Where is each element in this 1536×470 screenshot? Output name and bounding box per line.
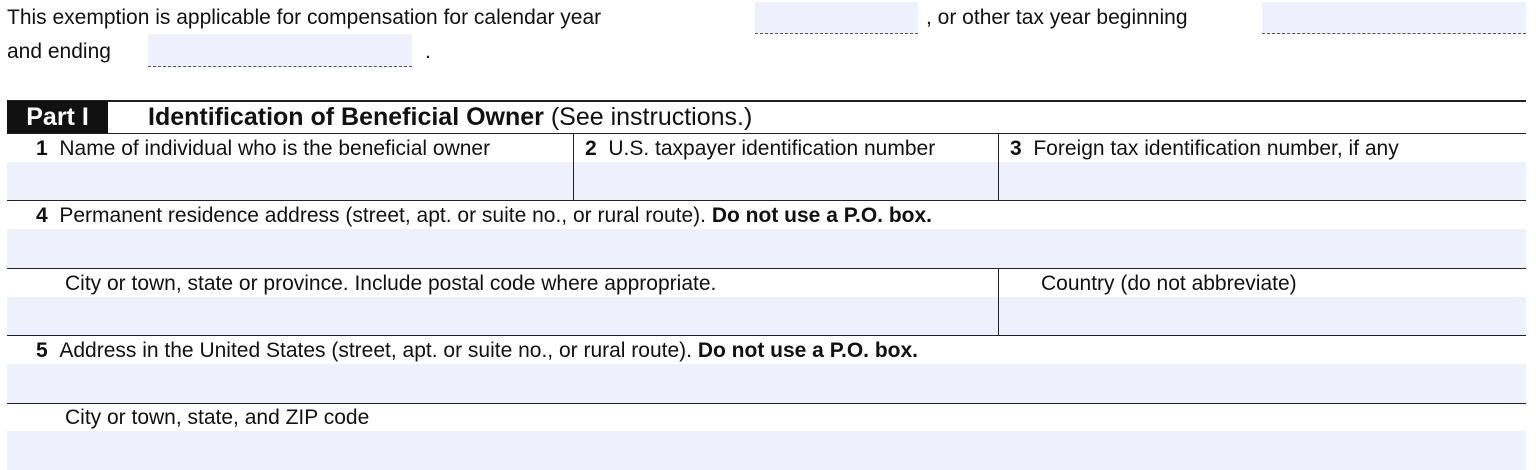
field-2-label <box>585 137 935 161</box>
row-4b-rule <box>7 335 1526 336</box>
field-2-number: 2 <box>585 137 597 160</box>
field-3-label <box>1010 137 1399 161</box>
field-4-label-text: Permanent residence address (street, apt. or suite no., or rural route). <box>59 204 707 227</box>
part-bottom-rule <box>7 133 1526 134</box>
field-4-number: 4 <box>36 204 48 227</box>
field-4-label-bold: Do not use a P.O. box. <box>711 204 933 227</box>
tax-year-beginning-input[interactable] <box>1262 2 1526 34</box>
intro-text-tax-year-beginning: , or other tax year beginning <box>926 6 1188 29</box>
part-title-note: (See instructions.) <box>550 103 753 131</box>
part-title-bold: Identification of Beneficial Owner <box>148 103 544 131</box>
calendar-year-input[interactable] <box>755 2 918 34</box>
row-4-rule <box>7 268 1526 269</box>
field-5-label-text: Address in the United States (street, apt. or suite no., or rural route). <box>59 339 692 362</box>
field-5-label <box>36 339 918 363</box>
beneficial-owner-name-input[interactable] <box>7 162 573 200</box>
field-4-label <box>36 204 932 228</box>
divider-2-3 <box>998 133 999 200</box>
field-3-number: 3 <box>1010 137 1022 160</box>
field-4-country-label: Country (do not abbreviate) <box>1041 272 1297 295</box>
us-address-input[interactable] <box>7 364 1526 403</box>
field-1-label <box>36 137 490 161</box>
intro-period: . <box>425 40 431 63</box>
field-5-label-bold: Do not use a P.O. box. <box>697 339 918 362</box>
field-5-city-label: City or town, state, and ZIP code <box>65 406 370 429</box>
intro-text-calendar-year: This exemption is applicable for compensation for calendar year <box>7 6 602 29</box>
field-4-city-label: City or town, state or province. Include postal code where appropriate. <box>65 272 717 295</box>
part-label: Part I <box>7 101 108 133</box>
field-1-label-text: Name of individual who is the beneficial owner <box>59 137 491 160</box>
divider-1-2 <box>573 133 574 200</box>
field-2-label-text: U.S. taxpayer identification number <box>608 137 936 160</box>
field-5-number: 5 <box>36 339 48 362</box>
tax-year-ending-input[interactable] <box>148 34 412 67</box>
permanent-country-input[interactable] <box>999 297 1526 335</box>
field-1-number: 1 <box>36 137 48 160</box>
divider-city-country <box>998 268 999 335</box>
field-3-label-text: Foreign tax identification number, if any <box>1033 137 1399 160</box>
permanent-city-input[interactable] <box>7 297 998 335</box>
row-1-rule <box>7 200 1526 201</box>
row-5-rule <box>7 403 1526 404</box>
permanent-address-input[interactable] <box>7 229 1526 268</box>
us-tin-input[interactable] <box>574 162 998 200</box>
intro-text-and-ending: and ending <box>7 40 111 63</box>
part-title <box>148 101 752 133</box>
foreign-tin-input[interactable] <box>999 162 1526 200</box>
us-city-state-zip-input[interactable] <box>7 431 1526 470</box>
